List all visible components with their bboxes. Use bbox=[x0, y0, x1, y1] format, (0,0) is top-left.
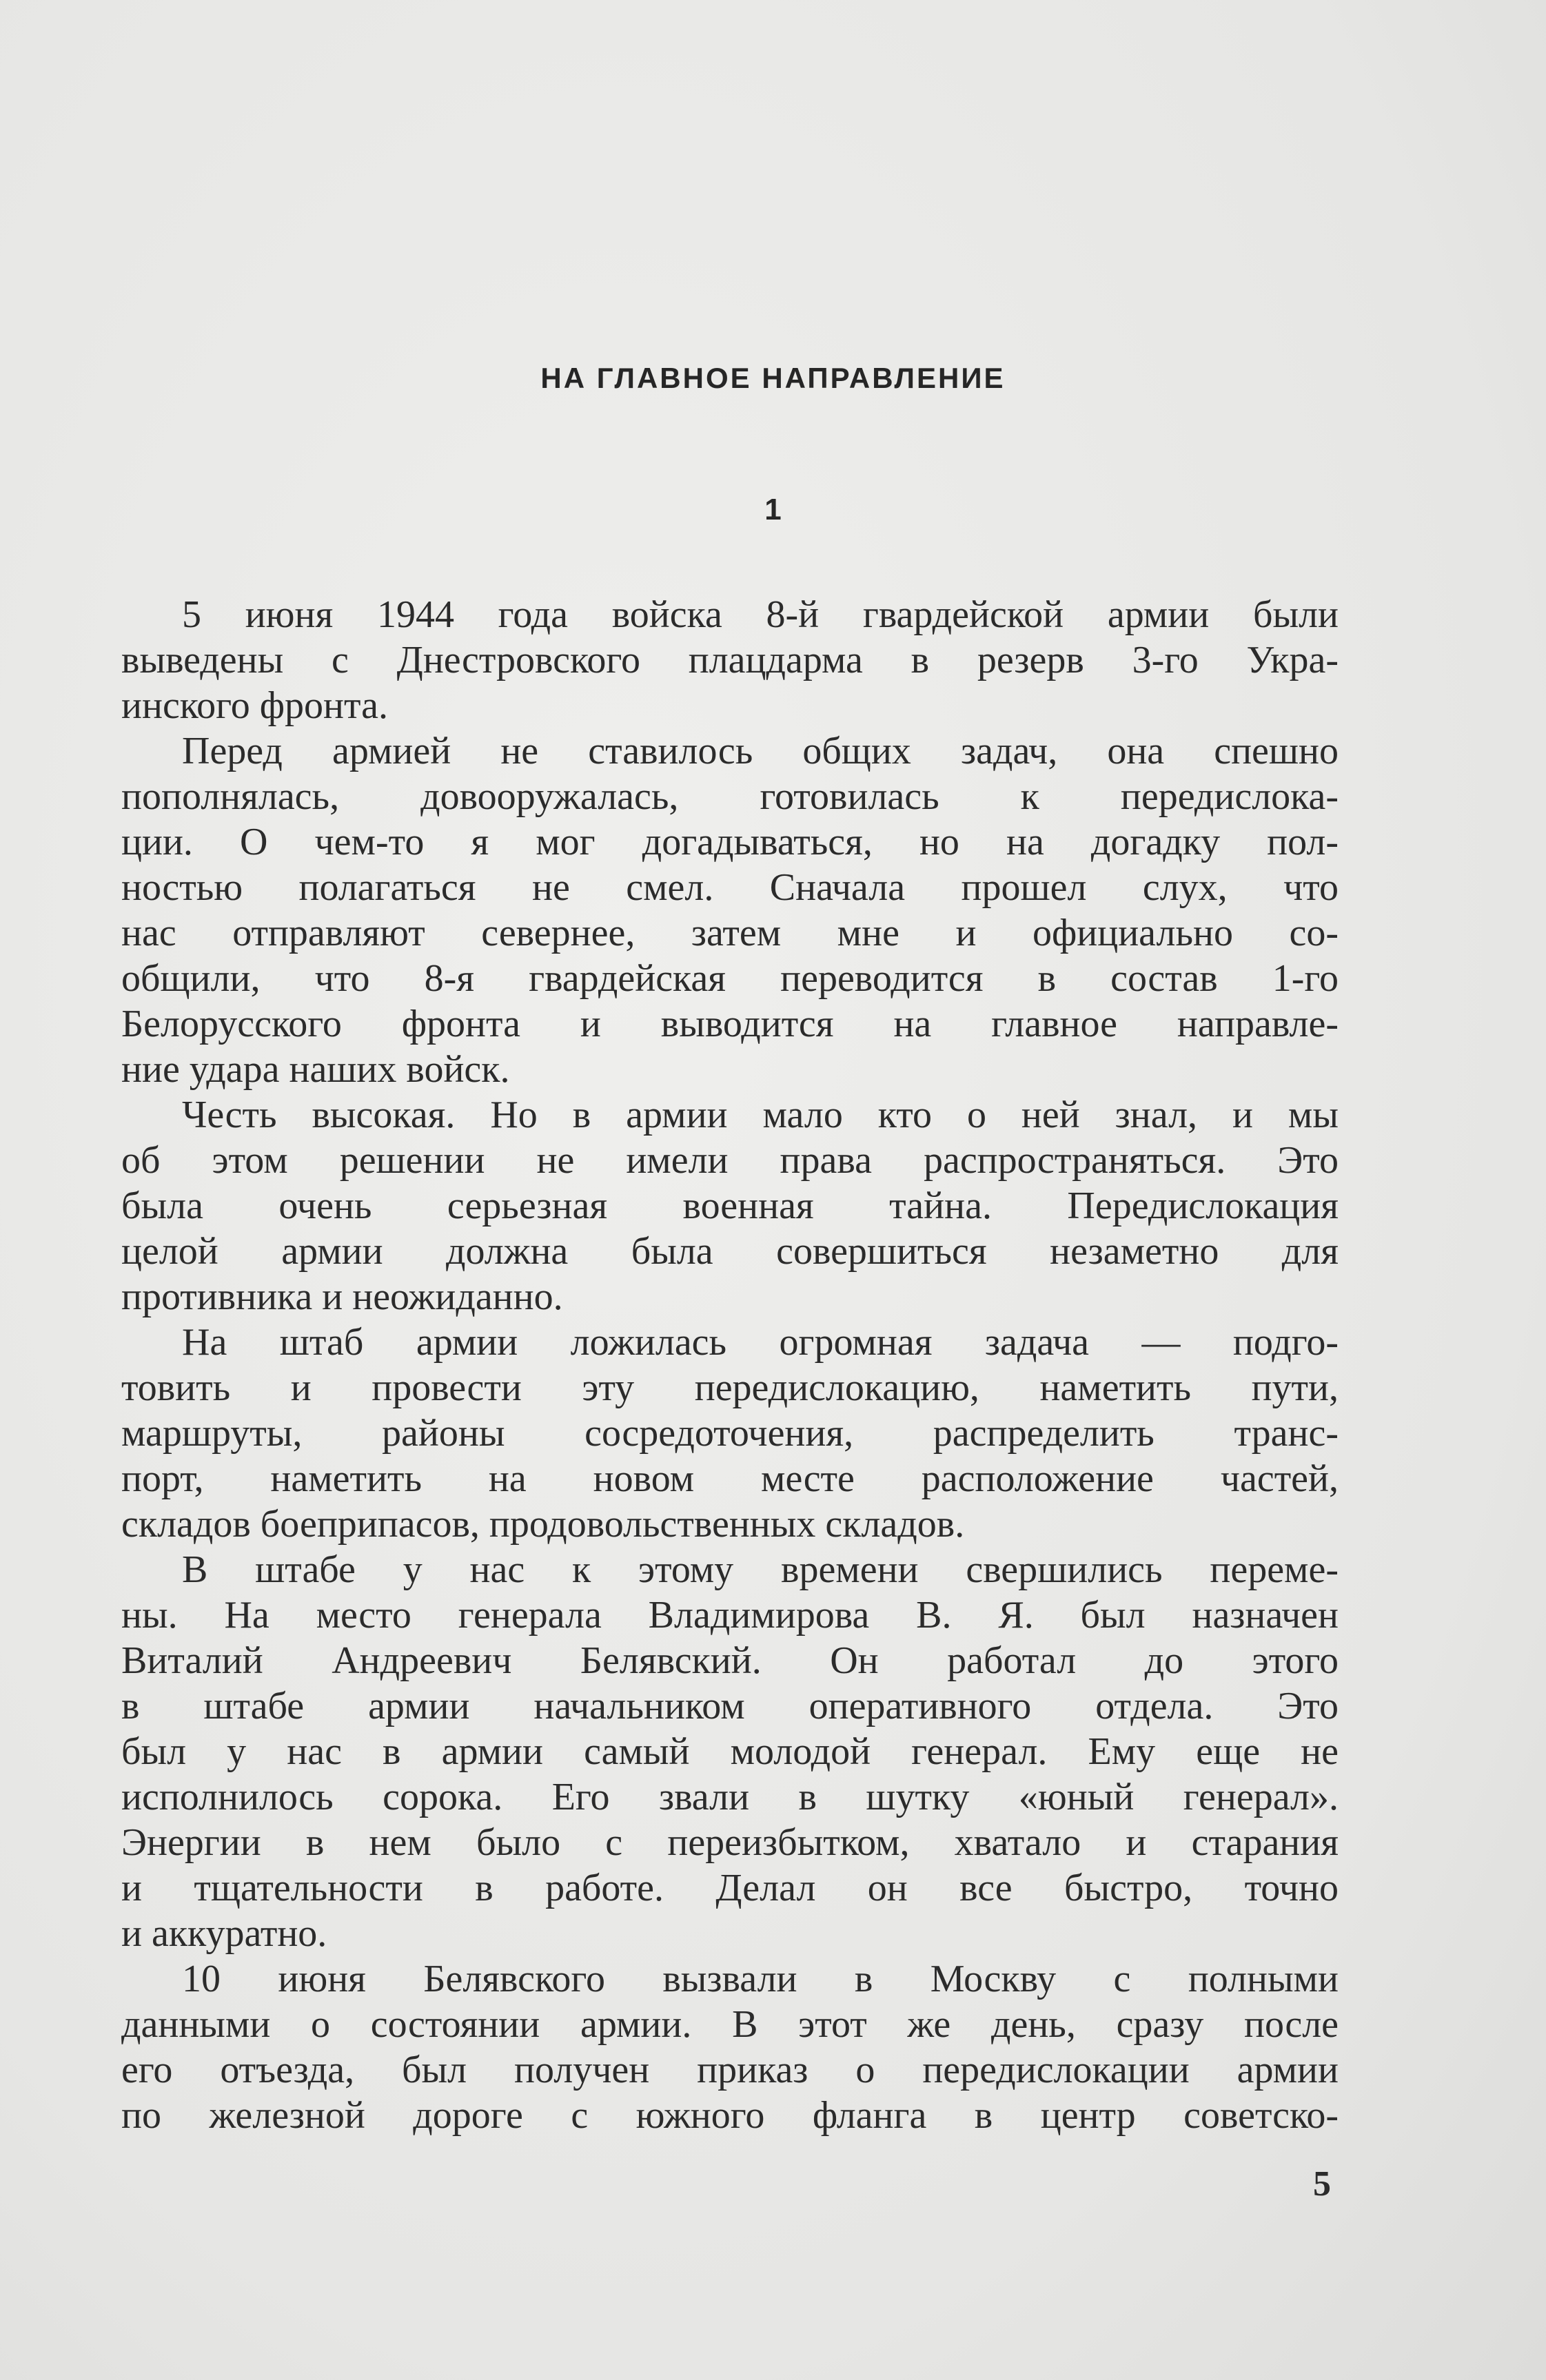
text-line: 5 июня 1944 года войска 8-й гвардейской армии были bbox=[182, 593, 1339, 636]
paragraph bbox=[121, 728, 1339, 1092]
text-line: противника и неожиданно. bbox=[121, 1275, 563, 1318]
text-line: Перед армией не ставилось общих задач, она спешно bbox=[182, 730, 1339, 772]
text-line: ции. О чем-то я мог догадываться, но на догадку пол- bbox=[121, 821, 1339, 863]
text-line: В штабе у нас к этому времени свершились переме- bbox=[182, 1548, 1339, 1591]
text-line: данными о состоянии армии. В этот же день, сразу после bbox=[121, 2003, 1339, 2046]
text-line: Белорусского фронта и выводится на главное направле- bbox=[121, 1003, 1339, 1045]
text-line: общили, что 8-я гвардейская переводится в состав 1-го bbox=[121, 957, 1339, 1000]
page-number: 5 bbox=[1313, 2164, 1331, 2204]
text-line: и аккуратно. bbox=[121, 1912, 327, 1955]
text-line: На штаб армии ложилась огромная задача — подго- bbox=[182, 1321, 1339, 1364]
text-line: ны. На место генерала Владимирова В. Я. был назначен bbox=[121, 1594, 1339, 1637]
text-line: нас отправляют севернее, затем мне и официально со- bbox=[121, 912, 1339, 954]
text-line: об этом решении не имели права распространяться. Это bbox=[121, 1139, 1339, 1182]
paragraph bbox=[121, 592, 1339, 728]
text-line: в штабе армии начальником оперативного отдела. Это bbox=[121, 1685, 1339, 1727]
text-line: инского фронта. bbox=[121, 684, 388, 727]
text-line: ностью полагаться не смел. Сначала прошел слух, что bbox=[121, 866, 1339, 909]
text-line: маршруты, районы сосредоточения, распределить транс- bbox=[121, 1412, 1339, 1455]
text-line: 10 июня Белявского вызвали в Москву с полными bbox=[182, 1958, 1339, 2000]
text-line: порт, наметить на новом месте расположение частей, bbox=[121, 1457, 1339, 1500]
paragraph bbox=[121, 1320, 1339, 1547]
text-line: складов боеприпасов, продовольственных складов. bbox=[121, 1503, 965, 1546]
text-line: его отъезда, был получен приказ о передислокации армии bbox=[121, 2049, 1339, 2091]
text-line: выведены с Днестровского плацдарма в резерв 3-го Укра- bbox=[121, 639, 1339, 681]
text-line: была очень серьезная военная тайна. Передислокация bbox=[121, 1184, 1339, 1227]
text-line: Честь высокая. Но в армии мало кто о ней знал, и мы bbox=[182, 1094, 1339, 1136]
chapter-heading: НА ГЛАВНОЕ НАПРАВЛЕНИЕ bbox=[540, 362, 1006, 394]
text-line: ние удара наших войск. bbox=[121, 1048, 510, 1091]
body-text bbox=[121, 592, 1339, 2138]
text-line: по железной дороге с южного фланга в центр советско- bbox=[121, 2094, 1339, 2137]
text-line: был у нас в армии самый молодой генерал. Ему еще не bbox=[121, 1730, 1339, 1773]
paragraph bbox=[121, 1547, 1339, 1956]
text-line: и тщательности в работе. Делал он все быстро, точно bbox=[121, 1867, 1339, 1909]
text-line: целой армии должна была совершиться незаметно для bbox=[121, 1230, 1339, 1273]
text-line: товить и провести эту передислокацию, наметить пути, bbox=[121, 1366, 1339, 1409]
text-line: Виталий Андреевич Белявский. Он работал до этого bbox=[121, 1639, 1339, 1682]
text-line: Энергии в нем было с переизбытком, хватало и старания bbox=[121, 1821, 1339, 1864]
text-line: исполнилось сорока. Его звали в шутку «юный генерал». bbox=[121, 1776, 1339, 1818]
paragraph bbox=[121, 1956, 1339, 2138]
paragraph bbox=[121, 1092, 1339, 1320]
text-line: пополнялась, довооружалась, готовилась к передислока- bbox=[121, 775, 1339, 818]
section-number: 1 bbox=[764, 493, 782, 526]
